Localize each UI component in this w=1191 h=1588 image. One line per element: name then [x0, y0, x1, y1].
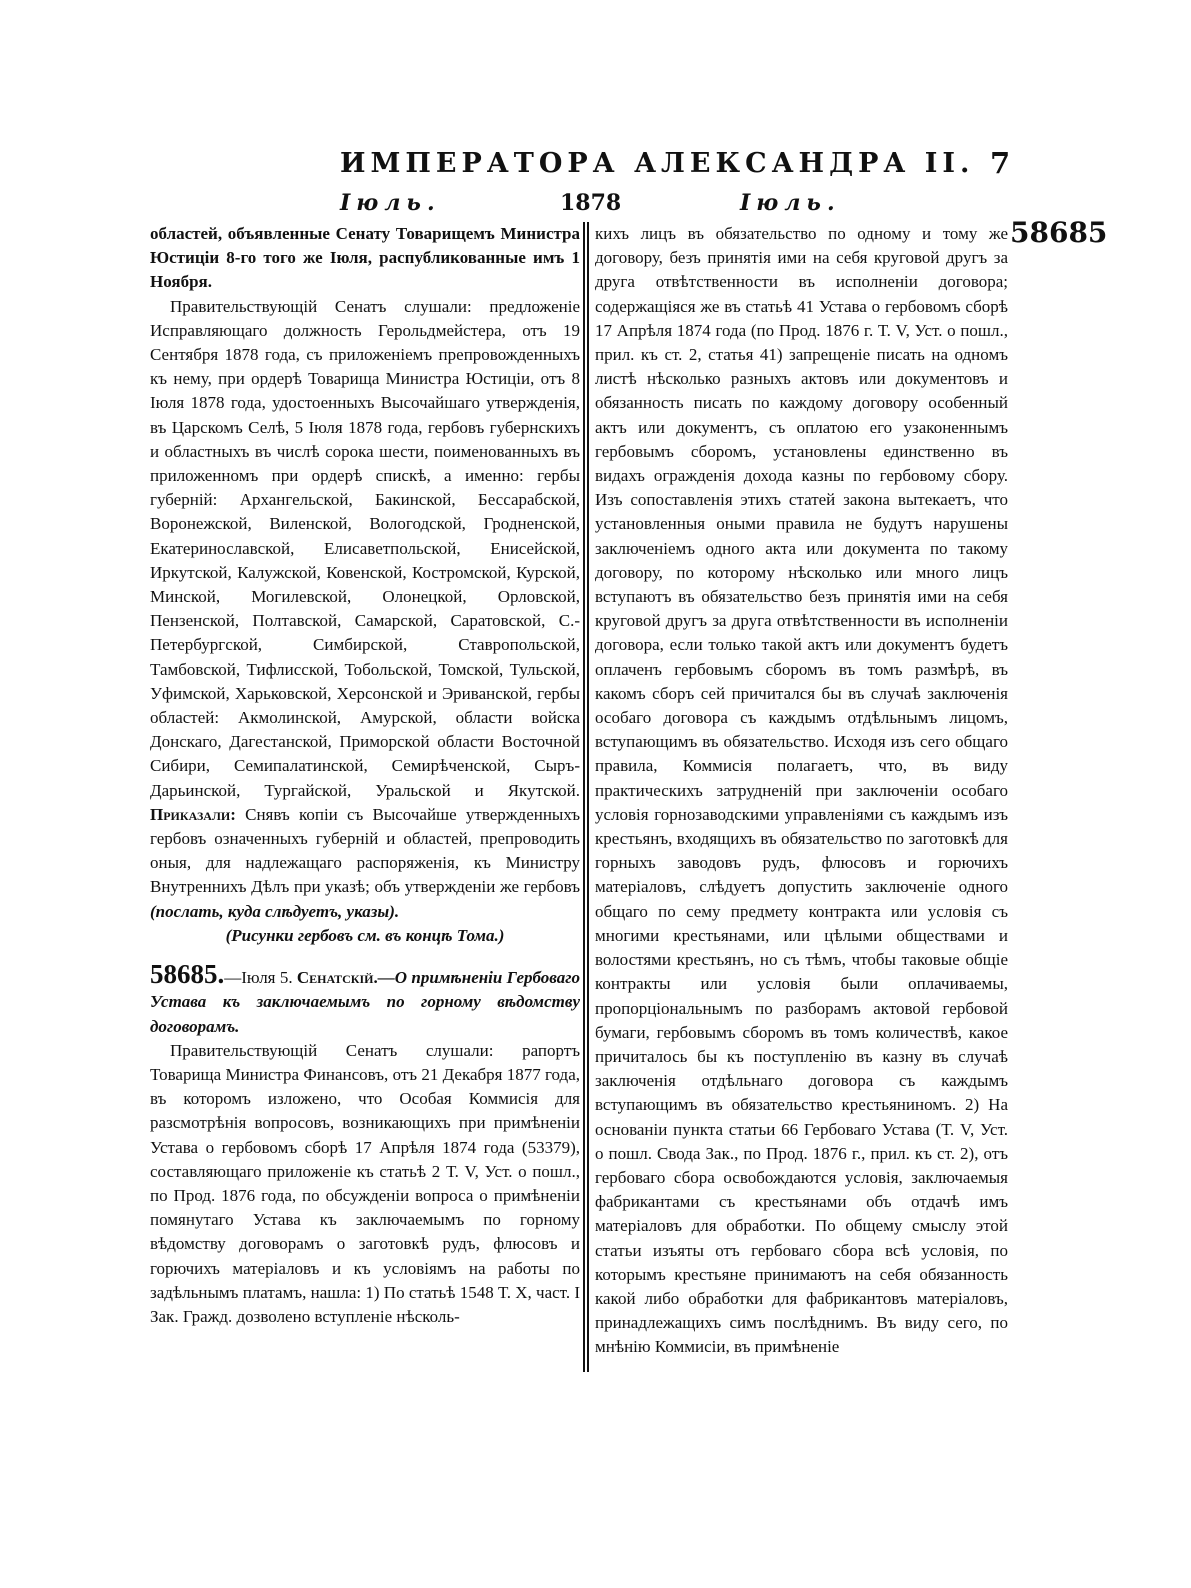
left-column	[150, 222, 580, 1372]
document-source: Сенатскій.	[296, 968, 378, 988]
page-number: 7	[990, 146, 1011, 180]
margin-document-number: 58685	[1010, 216, 1108, 249]
document-number: 58685.	[150, 959, 225, 990]
senate-paragraph-1-order: Снявъ копіи съ Высочайше утвержденныхъ гербовъ означенныхъ губерній и областей, препроводить оныя, для надлежащаго распоряженія, къ Министру Внутреннихъ Дѣлъ при указѣ; объ утвержденіи же гербовъ	[150, 804, 580, 897]
column-divider	[583, 222, 589, 1372]
document-date: —Іюля 5.	[224, 968, 293, 988]
senate-paragraph-2: Правительствующій Сенатъ слушали: рапортъ Товарища Министра Финансовъ, отъ 21 Декабря 1877 года, въ которомъ изложено, что Особая Коммисія для разсмотрѣнія вопросовъ, возникающихъ при примѣненіи Устава о гербовомъ сборѣ 17 Апрѣля 1874 года (53379), составляющаго приложеніе къ статьѣ 2 Т. V, Уст. о пошл., по Прод. 1876 года, по обсужденіи вопроса о примѣненіи помянутаго Устава къ заключаемымъ по горному вѣдомству договорамъ о заготовкѣ рудъ, флюсовъ и горючихъ матеріаловъ и къ условіямъ на работы по задѣльнымъ платамъ, нашла: 1) По статьѣ 1548 Т. X, част. I Зак. Гражд. дозволено вступленіе нѣсколь-	[150, 1040, 580, 1326]
page-title: ИМПЕРАТОРА АЛЕКСАНДРА II.	[340, 148, 975, 179]
date-month-right: Іюль.	[740, 190, 841, 216]
prikazali-label: Приказали:	[150, 804, 236, 824]
document-heading	[150, 959, 580, 1039]
figures-note: (Рисунки гербовъ см. въ концѣ Тома.)	[225, 925, 505, 945]
senate-paragraph-1-text: Правительствующій Сенатъ слушали: предложеніе Исправляющаго должность Герольдмейстера, отъ 19 Сентября 1878 года, съ приложеніемъ препровожденныхъ къ нему, при ордерѣ Товарища Министра Юстиціи, отъ 8 Іюля 1878 года, удостоенныхъ Высочайшаго утвержденія, въ Царскомъ Селѣ, 5 Іюля 1878 года, гербовъ губернскихъ и областныхъ въ числѣ сорока шести, поименованныхъ въ приложенномъ при ордерѣ спискѣ, а именно: гербы губерній: Архангельской, Бакинской, Бессарабской, Воронежской, Виленской, Вологодской, Гродненской, Екатеринославской, Елисаветпольской, Енисейской, Иркутской, Калужской, Ковенской, Костромской, Курской, Минской, Могилевской, Олонецкой, Орловской, Пензенской, Полтавской, Самарской, Саратовской, С.-Петербургской, Симбирской, Ставропольской, Тамбовской, Тифлисской, Тобольской, Томской, Тульской, Уфимской, Харьковской, Херсонской и Эриванской, гербы областей: Акмолинской, Амурской, области войска Донскаго, Дагестанской, Приморской области Восточной Сибири, Семипалатинской, Семирѣченской, Сыръ-Дарьинской, Тургайской, Уральской и Якутской.	[150, 296, 580, 800]
date-month-left: Іюль.	[340, 190, 441, 216]
right-column	[595, 222, 1008, 1372]
document-title: —О примѣненіи Гербоваго Устава къ заключаемымъ по горному вѣдомству договорамъ.	[150, 968, 580, 1036]
right-column-text: кихъ лицъ въ обязательство по одному и тому же договору, безъ принятія ими на себя круговой другъ за друга отвѣтственности въ исполненіи договора; содержащіяся же въ статьѣ 41 Устава о гербовомъ сборѣ 17 Апрѣля 1874 года (по Прод. 1876 г. Т. V, Уст. о пошл., прил. къ ст. 2, статья 41) запрещеніе писать на одномъ листѣ нѣсколько разныхъ актовъ или документовъ и обязанность писать по каждому договору особенный актъ или документъ, съ оплатою его узаконеннымъ гербовымъ сборомъ, установлены единственно въ видахъ огражденія дохода казны по гербовому сбору. Изъ сопоставленія этихъ статей закона вытекаетъ, что установленныя оными правила не будутъ нарушены заключеніемъ одного акта или документа по такому договору, по которому нѣсколько или много лицъ вступаютъ въ обязательство безъ принятія ими на себя круговой другъ за друга отвѣтственности въ исполненіи договора, если только такой актъ или документъ будетъ оплаченъ гербовымъ сборомъ въ томъ размѣрѣ, въ какомъ сборъ сей причитался бы въ случаѣ заключенія особаго договора съ каждымъ отдѣльнымъ лицомъ, вступающимъ въ обязательство. Исходя изъ сего общаго правила, Коммисія полагаетъ, что, въ виду практическихъ затрудненій при заключеніи особаго условія горнозаводскими управленіями съ каждымъ изъ крестьянъ, входящихъ въ обязательство по заготовкѣ для горныхъ заводовъ рудъ, флюсовъ и горючихъ матеріаловъ, слѣдуетъ допустить заключеніе одного общаго по сему предмету контракта или условія съ многими крестьянами, или цѣлыми обществами и волостями крестьянъ, но съ тѣмъ, чтобы таковые общіе контракты или условія были оплачиваемы, пропорціональнымъ по разборамъ актовой гербовой бумаги, гербовымъ сборомъ въ томъ количествѣ, какое причиталось бы къ поступленію въ казну въ случаѣ заключенія отдѣльнаго договора съ каждымъ вступающимъ въ обязательство крестьяниномъ. 2) На основаніи пункта статьи 66 Гербоваго Устава (Т. V, Уст. о пошл. Свода Зак., по Прод. 1876 г., прил. къ ст. 2), отъ гербоваго сбора освобождаются условія, заключаемыя фабрикантами съ крестьянами объ отдачѣ имъ матеріаловъ для обработки. По общему смыслу этой статьи изъяты отъ гербоваго сбора всѣ условія, по которымъ крестьяне принимаютъ на себя обязанность какой либо обработки для фабрикантовъ матеріаловъ, принадлежащихъ симъ послѣднимъ. Въ виду сего, по мнѣнію Коммисіи, въ примѣненіе	[595, 224, 1008, 1357]
intro-paragraph: областей, объявленные Сенату Товарищемъ Министра Юстиціи 8-го того же Іюля, распубликованные имъ 1 Ноября.	[150, 224, 580, 292]
senate-paragraph-1	[150, 295, 580, 924]
senate-paragraph-1-italic: (послать, куда слѣдуетъ, указы).	[150, 901, 400, 921]
date-year: 1878	[560, 190, 622, 216]
